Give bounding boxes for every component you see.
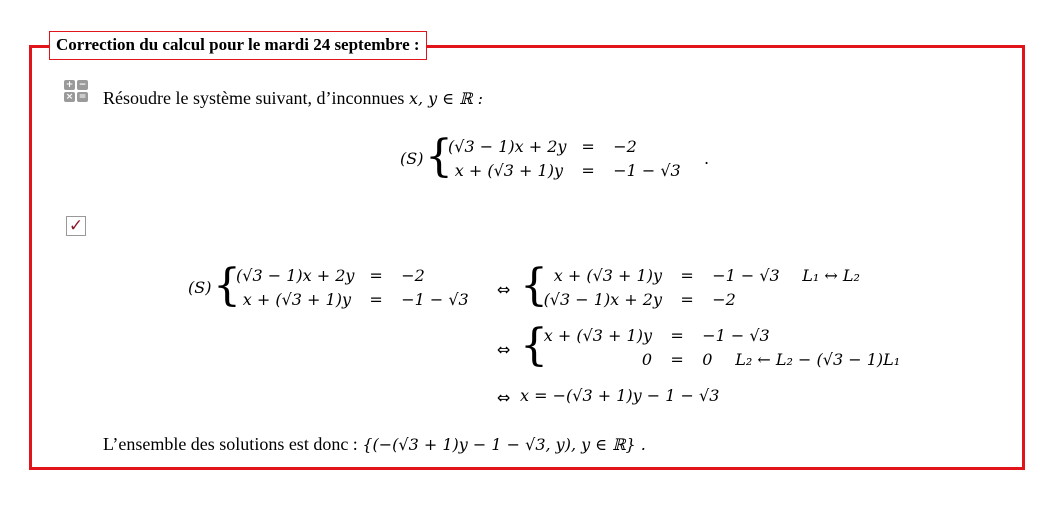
solution-row: x + (√3 + 1)y = −1 − √3 (542, 326, 787, 345)
row-lhs: x + (√3 + 1)y (454, 161, 563, 180)
row-lhs: (√3 − 1)x + 2y (543, 290, 662, 309)
solution-system-step3 (520, 320, 940, 376)
row-rhs: −1 − √3 (613, 161, 681, 180)
equivalence-symbol: ⇔ (497, 340, 511, 359)
check-icon: ✓ (66, 216, 86, 236)
system-label: (S) (400, 149, 424, 168)
system-row-2 (448, 161, 693, 180)
final-expression: x = −(√3 + 1)y − 1 − √3 (520, 386, 720, 405)
row-note: L₂ ← L₂ − (√3 − 1)L₁ (735, 350, 901, 369)
section-title: Correction du calcul pour le mardi 24 septembre : (49, 31, 427, 60)
calculator-icon: + − × = (65, 80, 87, 102)
row-rhs: 0 (702, 350, 713, 369)
period: . (704, 149, 710, 168)
equivalence-symbol: ⇔ (497, 280, 511, 299)
statement-text: Résoudre le système suivant, d’inconnues (103, 88, 405, 108)
row-lhs: 0 (641, 350, 652, 369)
row-rhs: −1 − √3 (712, 266, 780, 285)
row-eq: = (581, 137, 595, 156)
equivalence-symbol: ⇔ (497, 388, 511, 407)
solution-row: (√3 − 1)x + 2y = −2 (236, 266, 481, 285)
exercise-statement (103, 88, 483, 109)
brace: { (520, 320, 548, 371)
row-rhs: −1 − √3 (401, 290, 469, 309)
row-rhs: −2 (712, 290, 736, 309)
solution-system-left (188, 260, 488, 316)
solution-system-step2 (520, 260, 920, 316)
row-lhs: (√3 − 1)x + 2y (236, 266, 355, 285)
brace: { (520, 260, 548, 311)
brace: { (213, 260, 241, 311)
row-note: L₁ ↔ L₂ (802, 266, 860, 285)
solution-row: x + (√3 + 1)y = −1 − √3 (236, 290, 481, 309)
statement-vars: x, y ∈ ℝ : (408, 89, 483, 108)
row-rhs: −1 − √3 (702, 326, 770, 345)
conclusion (103, 434, 646, 455)
row-lhs: x + (√3 + 1)y (553, 266, 662, 285)
brace: { (425, 131, 453, 182)
system-statement (400, 131, 720, 187)
row-lhs: x + (√3 + 1)y (242, 290, 351, 309)
system-label: (S) (188, 278, 212, 297)
conclusion-text: L’ensemble des solutions est donc : (103, 434, 358, 454)
solution-row: x + (√3 + 1)y = −1 − √3 L₁ ↔ L₂ (542, 266, 860, 285)
solution-row: 0 = 0 L₂ ← L₂ − (√3 − 1)L₁ (542, 350, 900, 369)
row-lhs: (√3 − 1)x + 2y (448, 137, 567, 156)
system-row-1 (448, 137, 693, 156)
solution-set: {(−(√3 + 1)y − 1 − √3, y), y ∈ ℝ} . (362, 435, 646, 454)
row-rhs: −2 (613, 137, 637, 156)
solution-row: (√3 − 1)x + 2y = −2 (542, 290, 797, 309)
row-eq: = (581, 161, 595, 180)
row-lhs: x + (√3 + 1)y (543, 326, 652, 345)
row-rhs: −2 (401, 266, 425, 285)
